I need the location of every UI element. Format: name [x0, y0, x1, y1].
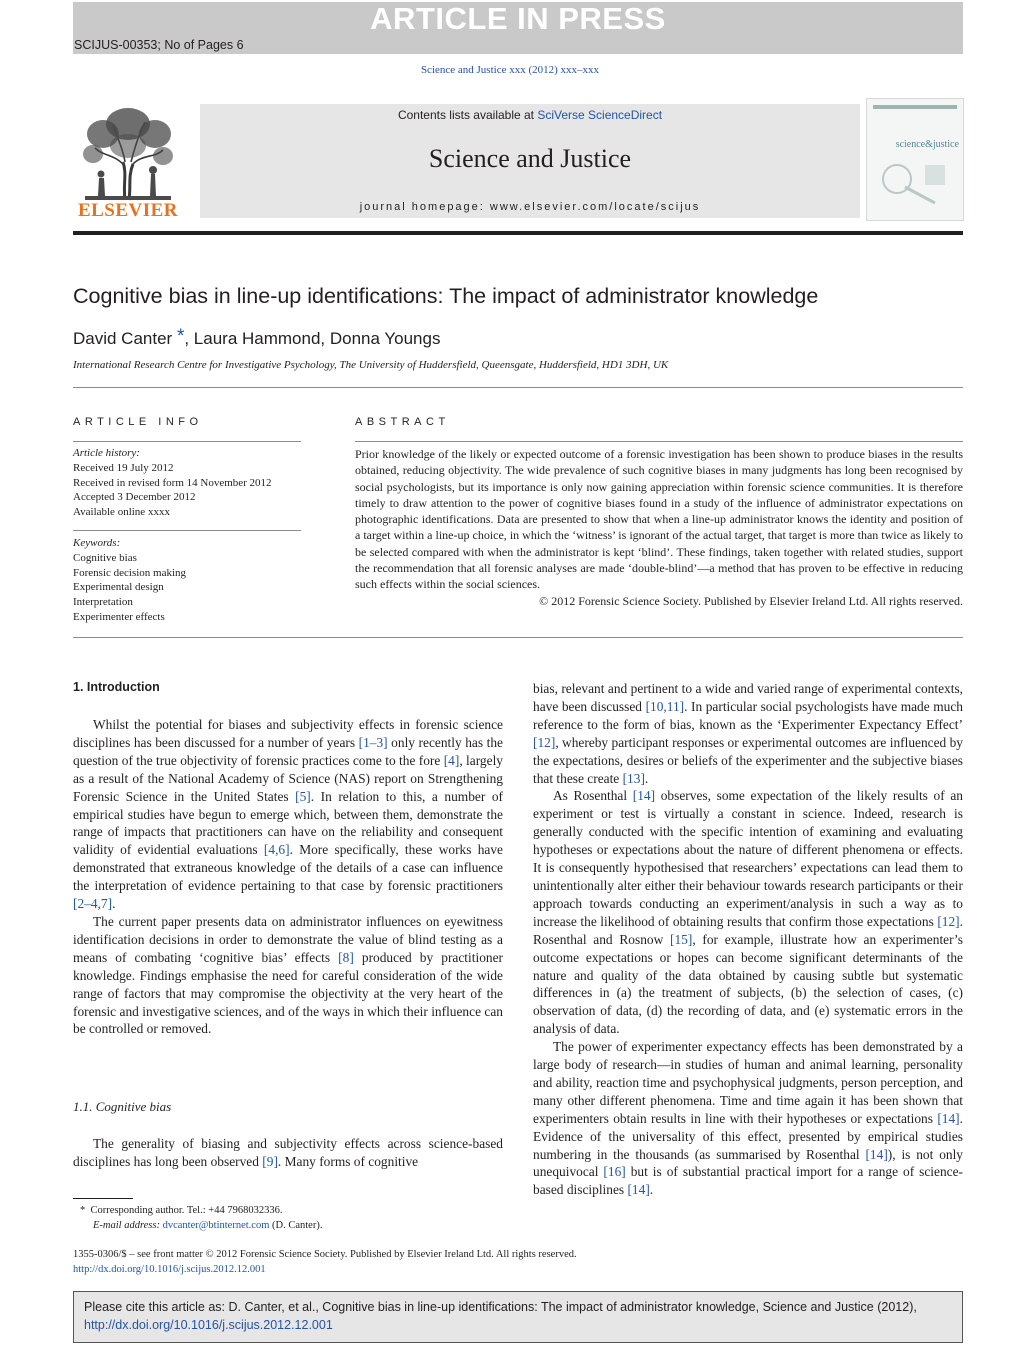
- keyword-item: Forensic decision making: [73, 566, 187, 579]
- footnote-email: E-mail address: dvcanter@btinternet.com (D. Canter).: [93, 1220, 323, 1231]
- article-history: [73, 446, 301, 520]
- subsection-heading: 1.1. Cognitive bias: [73, 1099, 172, 1114]
- header-rule: [73, 231, 963, 235]
- citation-link[interactable]: [9]: [262, 1153, 278, 1169]
- email-link[interactable]: dvcanter@btinternet.com: [162, 1220, 270, 1231]
- footnote-rule: [73, 1198, 133, 1199]
- citation-link[interactable]: [4]: [443, 752, 460, 768]
- citation-box: [73, 1291, 963, 1343]
- history-label: Article history:: [73, 447, 140, 459]
- journal-homepage[interactable]: journal homepage: www.elsevier.com/locate/scijus: [359, 201, 701, 213]
- doi-link[interactable]: http://dx.doi.org/10.1016/j.scijus.2012.12.001: [73, 1264, 266, 1275]
- author-list: [73, 326, 440, 349]
- paragraph: The power of experimenter expectancy effects has been demonstrated by a large body of research—in studies of human and animal learning, personality and ability, reaction time and psychophysical judgments, person perception, and many other different phenomena. Time and time again it has been shown that experimenters obtain results in line with their hypotheses or expectations [14]. Evidence of the universality of this effect, presented by empirical studies numbering in the thousands (as summarised by Rosenthal [14]), is not only unequivocal [16] but is of substantial practical import for a range of science-based disciplines [14].: [533, 1039, 964, 1198]
- sciencedirect-link[interactable]: SciVerse ScienceDirect: [537, 108, 663, 122]
- journal-title: Science and Justice: [428, 144, 632, 173]
- journal-header: [200, 104, 860, 218]
- citation-link[interactable]: [12]: [533, 734, 556, 750]
- article-title: Cognitive bias in line-up identifications: The impact of administrator knowledge: [73, 284, 819, 308]
- history-item: Received 19 July 2012: [73, 461, 174, 474]
- corresponding-author-mark[interactable]: *: [176, 326, 185, 347]
- contents-line: [200, 108, 860, 122]
- citation-doi-link[interactable]: http://dx.doi.org/10.1016/j.scijus.2012.12.001: [84, 1318, 333, 1332]
- citation-text: Please cite this article as: D. Canter, et al., Cognitive bias in line-up identifications: The impact of administrator knowledge, Science and Justice (2012), http://dx.doi.org/10.1016/j.scijus.2012.12.001: [84, 1300, 917, 1332]
- elsevier-logo: [73, 104, 183, 221]
- issn-line: 1355-0306/$ – see front matter © 2012 Forensic Science Society. Published by Elsevier Ireland Ltd. All rights reserved.: [73, 1249, 577, 1260]
- left-column-continued: [73, 1135, 503, 1171]
- affiliation: International Research Centre for Investigative Psychology, The University of Huddersfield, Queensgate, Huddersfield, HD1 3DH, UK: [73, 359, 669, 371]
- paragraph: The current paper presents data on administrator influences on eyewitness identification decisions in order to demonstrate the value of blind testing as a means of combating ‘cognitive bias’ effects [8] produced by practitioner knowledge. Findings emphasise the need for careful consideration of the wide range of factors that may compromise the objectivity at the very heart of the forensic and investigative sciences, and of the ways in which their influence can be controlled or removed.: [73, 913, 503, 1037]
- footnote-mark: *: [80, 1205, 86, 1216]
- citation-link[interactable]: [1–3]: [358, 734, 388, 750]
- cover-illustration-icon: [875, 157, 955, 207]
- article-info-heading: ARTICLE INFO: [73, 416, 203, 428]
- article-id: SCIJUS-00353; No of Pages 6: [74, 38, 244, 52]
- page-footer: [73, 1247, 963, 1277]
- history-item: Received in revised form 14 November 2012: [73, 476, 272, 489]
- keywords: [73, 536, 301, 625]
- paragraph: bias, relevant and pertinent to a wide and varied range of experimental contexts, have been discussed [10,11]. In particular social psychologists have made much reference to the form of bias, known as the ‘Experimenter Expectancy Effect’ [12], whereby participant responses or experimental outcomes are influenced by the expectations, desires or beliefs of the experimenter and the subjective biases that these create [13].: [533, 681, 963, 786]
- citation-link[interactable]: [8]: [338, 949, 354, 965]
- citation-link[interactable]: [14]: [865, 1146, 888, 1162]
- cover-title: science&justice: [895, 139, 959, 150]
- info-rule-mid: [73, 530, 301, 531]
- citation-link[interactable]: [12]: [937, 913, 960, 929]
- cover-stripe: [873, 105, 957, 109]
- abstract-text: [355, 446, 963, 609]
- publisher-name: ELSEVIER: [77, 200, 179, 221]
- keyword-item: Cognitive bias: [73, 551, 137, 564]
- footnote-corresponding: * Corresponding author. Tel.: +44 7968032336.: [80, 1205, 283, 1216]
- citation-link[interactable]: [14]: [937, 1110, 960, 1126]
- citation-link[interactable]: [14]: [627, 1182, 650, 1198]
- article-in-press-banner: [73, 2, 963, 54]
- abstract-divider: [73, 637, 963, 638]
- right-column: [533, 680, 963, 1199]
- journal-cover: [866, 98, 964, 221]
- citation-link[interactable]: [15]: [670, 931, 693, 947]
- abstract-body: Prior knowledge of the likely or expected outcome of a forensic investigation has been shown to produce biases in the results obtained, reducing objectivity. The wide prevalence of such cognitive biases in many judgments has long been recognised by social psychologists, but its importance is only now gaining appreciation within forensic science communities. It is therefore timely to draw attention to the power of cognitive biases found in a study of the influence of administrator expectations on photographic identifications. Data are presented to show that when a line-up administrator knows the identity and position of a target within a line-up choice, in which the ‘witness’ is ignorant of the actual target, that target is more than twice as likely to be selected compared with when the administrator is kept ‘blind’. These findings, taken together with related studies, support the recommendation that all forensic analyses are made ‘double-blind’—a method that has proven to be effective in reducing such effects within the social sciences.: [355, 447, 963, 592]
- citation-link[interactable]: [4,6]: [263, 842, 290, 858]
- citation-link[interactable]: [13]: [622, 770, 645, 786]
- left-column: [73, 716, 503, 1038]
- journal-citation[interactable]: Science and Justice xxx (2012) xxx–xxx: [420, 64, 600, 76]
- citation-link[interactable]: [16]: [603, 1164, 626, 1180]
- info-rule-top: [73, 441, 301, 442]
- author-rest: , Laura Hammond, Donna Youngs: [184, 329, 441, 348]
- banner-title: ARTICLE IN PRESS: [370, 1, 666, 36]
- history-item: Available online xxxx: [73, 506, 170, 519]
- title-divider: [73, 387, 963, 388]
- paragraph: Whilst the potential for biases and subjectivity effects in forensic science disciplines has been discussed for a number of years [1–3] only recently has the question of the true objectivity of forensic practices come to the fore [4], largely as a result of the National Academy of Science (NAS) report on Strengthening Forensic Science in the United States [5]. In relation to this, a number of empirical studies have begun to emerge which, between them, demonstrate the range of impacts that practitioners can have on the reliability and consequent validity of evidential evaluations [4,6]. More specifically, these works have demonstrated that extraneous knowledge of the details of a case can influence the interpretation of evidence pertaining to that case by forensic practitioners [2–4,7].: [73, 717, 503, 912]
- abstract-copyright: © 2012 Forensic Science Society. Published by Elsevier Ireland Ltd. All rights reserved.: [539, 593, 963, 608]
- keyword-item: Experimental design: [73, 581, 164, 594]
- abstract-heading: ABSTRACT: [355, 416, 450, 428]
- contents-prefix: Contents lists available at: [397, 108, 538, 122]
- footnote: [80, 1203, 510, 1233]
- author-first: David Canter: [73, 329, 177, 348]
- paragraph: The generality of biasing and subjectivity effects across science-based disciplines has long been observed [9]. Many forms of cognitive: [73, 1136, 503, 1169]
- citation-link[interactable]: [10,11]: [645, 698, 685, 714]
- abstract-rule: [355, 441, 963, 442]
- paragraph: As Rosenthal [14] observes, some expectation of the likely results of an experiment or test is virtually a constant in science. Indeed, research is generally conducted with the specific intention of examining and evaluating hypotheses or expectations about the nature of different phenomena or effects. It is consequently hypothesised that researchers’ expectations can lead them to unintentionally alter either their behaviour towards research participants or their approach towards conducting an experiment/analysis in such a way as to increase the likelihood of obtaining results that confirm those expectations [12]. Rosenthal and Rosnow [15], for example, illustrate how an experimenter’s outcome expectations or hopes can become significant determinants of the nature and quality of the data obtained by causing subtle but systematic differences in (a) the treatment of subjects, (b) the selection of cases, (c) observation of data, (d) the recording of data, and (e) systematic errors in the analysis of data.: [533, 788, 963, 1037]
- section-heading: 1. Introduction: [73, 680, 160, 694]
- citation-link[interactable]: [14]: [632, 788, 656, 804]
- citation-link[interactable]: [2–4,7]: [73, 896, 113, 912]
- keyword-item: Interpretation: [73, 596, 133, 609]
- keywords-label: Keywords:: [73, 537, 121, 549]
- citation-link[interactable]: [5]: [295, 788, 311, 804]
- keyword-item: Experimenter effects: [73, 610, 165, 623]
- history-item: Accepted 3 December 2012: [73, 491, 196, 504]
